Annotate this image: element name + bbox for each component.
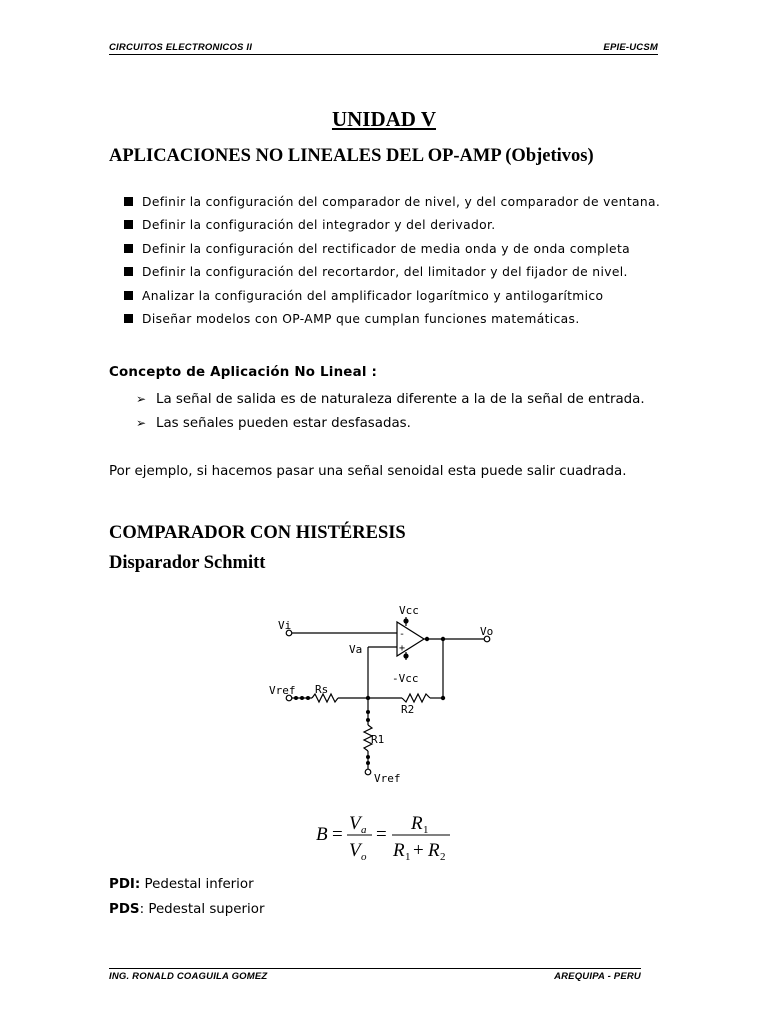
concept-item: ➢ La señal de salida es de naturaleza diferente a la de la señal de entrada. (136, 388, 656, 412)
objectives-title: APLICACIONES NO LINEALES DEL OP-AMP (Objetivos) (109, 146, 594, 166)
svg-text:B: B (316, 824, 328, 845)
vcc-label: Vcc (399, 604, 419, 617)
square-bullet-icon (124, 220, 133, 229)
arrow-bullet-icon: ➢ (136, 415, 147, 430)
svg-text:R: R (428, 840, 440, 861)
arrow-bullet-icon: ➢ (136, 392, 147, 406)
neg-vcc-label: -Vcc (392, 672, 419, 685)
page-header (109, 42, 658, 55)
concept-item: ➢ Las señales pueden estar desfasadas. (136, 412, 656, 436)
subsection-title: Disparador Schmitt (109, 553, 266, 573)
svg-text:o: o (361, 851, 367, 863)
concept-title: Concepto de Aplicación No Lineal : (109, 365, 378, 380)
noninverting-input-label: + (399, 643, 406, 654)
vref-left-label: Vref (269, 684, 296, 697)
vo-label: Vo (480, 625, 494, 638)
rs-label: Rs (315, 683, 329, 696)
objective-item: Definir la configuración del recortardor, del limitador y del fijador de nivel. (124, 263, 660, 286)
footer-author: ING. RONALD COAGUILA GOMEZ (109, 971, 268, 982)
footer-location: AREQUIPA - PERU (554, 971, 641, 982)
definition-pds: PDS: Pedestal superior (109, 902, 265, 917)
svg-text:V: V (349, 840, 361, 861)
objective-item: Diseñar modelos con OP-AMP que cumplan funciones matemáticas. (124, 310, 660, 333)
svg-text:=: = (376, 824, 387, 845)
objective-item: Definir la configuración del rectificador de media onda y de onda completa (124, 240, 660, 263)
section-title: COMPARADOR CON HISTÉRESIS (109, 523, 406, 543)
concept-list (136, 388, 656, 435)
beta-formula (314, 810, 459, 866)
objective-item: Definir la configuración del comparador de nivel, y del comparador de ventana. (124, 193, 660, 216)
objectives-list (124, 193, 660, 333)
svg-text:2: 2 (440, 851, 446, 863)
r1-label: R1 (371, 733, 385, 746)
svg-text:V: V (349, 813, 361, 834)
concept-example: Por ejemplo, si hacemos pasar una señal senoidal esta puede salir cuadrada. (109, 464, 627, 479)
va-label: Va (349, 643, 363, 656)
svg-text:+: + (413, 840, 424, 861)
inverting-input-label: - (399, 629, 406, 640)
square-bullet-icon (124, 314, 133, 323)
square-bullet-icon (124, 244, 133, 253)
svg-text:1: 1 (423, 824, 429, 836)
header-school: EPIE-UCSM (603, 42, 658, 53)
r2-label: R2 (401, 703, 415, 716)
header-course: CIRCUITOS ELECTRONICOS II (109, 42, 253, 53)
svg-text:=: = (332, 824, 343, 845)
objective-item: Definir la configuración del integrador y del derivador. (124, 216, 660, 239)
square-bullet-icon (124, 291, 133, 300)
objective-item: Analizar la configuración del amplificador logarítmico y antilogarítmico (124, 287, 660, 310)
unit-title: UNIDAD V (331, 107, 437, 131)
svg-text:R: R (393, 840, 405, 861)
svg-text:1: 1 (405, 851, 411, 863)
vref-bottom-label: Vref (374, 772, 401, 785)
definition-pdi: PDI: Pedestal inferior (109, 877, 254, 892)
square-bullet-icon (124, 197, 133, 206)
vi-label: Vi (278, 619, 292, 632)
svg-text:R: R (411, 813, 423, 834)
svg-text:a: a (361, 824, 367, 836)
schmitt-trigger-schematic (260, 600, 510, 790)
square-bullet-icon (124, 267, 133, 276)
page-footer (109, 968, 641, 982)
